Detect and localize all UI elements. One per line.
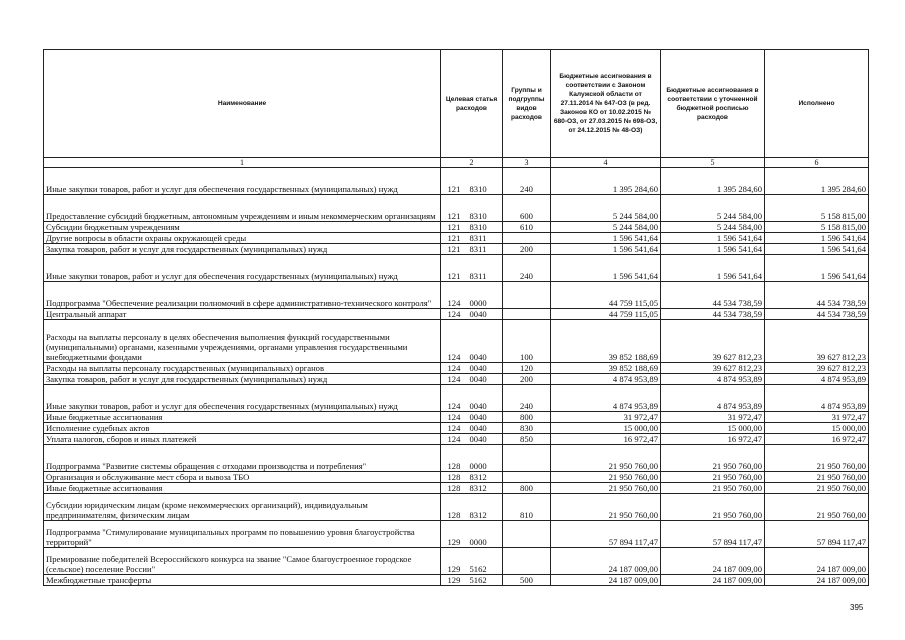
target-article-part2: 8310 — [469, 184, 487, 194]
table-row — [44, 385, 869, 412]
row-law-amount: 21 950 760,00 — [551, 445, 661, 472]
target-article-part2: 8310 — [469, 222, 487, 232]
target-article-part2: 8311 — [469, 233, 487, 243]
row-law-amount: 5 244 584,00 — [551, 222, 661, 233]
target-article-part2: 0040 — [469, 374, 487, 384]
row-list-amount: 1 596 541,64 — [661, 255, 765, 282]
row-target-article — [441, 244, 503, 255]
column-number: 3 — [503, 158, 551, 168]
table-row — [44, 168, 869, 195]
target-article-part1: 124 — [447, 363, 461, 373]
row-list-amount: 44 534 738,59 — [661, 282, 765, 309]
table-row — [44, 412, 869, 423]
row-law-amount: 39 852 188,69 — [551, 363, 661, 374]
row-list-amount: 21 950 760,00 — [661, 472, 765, 483]
row-name: Субсидии юридическим лицам (кроме некоммерческих организаций), индивидуальным предпринимателям, физическим лицам — [44, 494, 441, 521]
column-number: 5 — [661, 158, 765, 168]
target-article-part1: 124 — [447, 423, 461, 433]
target-article-part2: 0040 — [469, 412, 487, 422]
table-row — [44, 494, 869, 521]
row-target-article — [441, 434, 503, 445]
row-list-amount: 24 187 009,00 — [661, 575, 765, 586]
row-list-amount: 4 874 953,89 — [661, 385, 765, 412]
row-law-amount: 21 950 760,00 — [551, 494, 661, 521]
row-list-amount: 39 627 812,23 — [661, 363, 765, 374]
row-expense-group: 500 — [503, 575, 551, 586]
target-article-part2: 8312 — [469, 472, 487, 482]
row-target-article — [441, 233, 503, 244]
target-article-part2: 8311 — [469, 271, 487, 281]
row-expense-group: 810 — [503, 494, 551, 521]
target-article-part1: 121 — [447, 184, 461, 194]
row-name: Иные закупки товаров, работ и услуг для обеспечения государственных (муниципальных) нужд — [44, 168, 441, 195]
row-expense-group — [503, 521, 551, 548]
table-row — [44, 255, 869, 282]
row-executed-amount: 21 950 760,00 — [765, 445, 869, 472]
table-row — [44, 195, 869, 222]
row-name: Предоставление субсидий бюджетным, автономным учреждениям и иным некоммерческим организациям — [44, 195, 441, 222]
row-law-amount: 39 852 188,69 — [551, 320, 661, 363]
target-article-part1: 121 — [447, 233, 461, 243]
row-target-article — [441, 195, 503, 222]
row-name: Закупка товаров, работ и услуг для государственных (муниципальных) нужд — [44, 374, 441, 385]
row-list-amount: 1 596 541,64 — [661, 244, 765, 255]
target-article-part1: 129 — [447, 564, 461, 574]
row-target-article — [441, 494, 503, 521]
row-law-amount: 15 000,00 — [551, 423, 661, 434]
header-expense-groups: Группы и подгруппы видов расходов — [503, 50, 551, 158]
row-list-amount: 24 187 009,00 — [661, 548, 765, 575]
row-law-amount: 4 874 953,89 — [551, 385, 661, 412]
row-expense-group — [503, 233, 551, 244]
row-executed-amount: 5 158 815,00 — [765, 195, 869, 222]
target-article-part1: 121 — [447, 271, 461, 281]
page-number: 395 — [850, 603, 864, 612]
row-executed-amount: 1 596 541,64 — [765, 244, 869, 255]
row-expense-group: 120 — [503, 363, 551, 374]
row-law-amount: 57 894 117,47 — [551, 521, 661, 548]
row-executed-amount: 31 972,47 — [765, 412, 869, 423]
column-number: 4 — [551, 158, 661, 168]
target-article-part1: 124 — [447, 298, 461, 308]
row-name: Подпрограмма "Стимулирование муниципальных программ по повышению уровня благоустройства территорий" — [44, 521, 441, 548]
row-name: Закупка товаров, работ и услуг для государственных (муниципальных) нужд — [44, 244, 441, 255]
table-row — [44, 575, 869, 586]
table-row — [44, 483, 869, 494]
row-expense-group: 240 — [503, 385, 551, 412]
row-name: Подпрограмма "Развитие системы обращения с отходами производства и потребления" — [44, 445, 441, 472]
row-law-amount: 44 759 115,05 — [551, 282, 661, 309]
table-row — [44, 472, 869, 483]
row-executed-amount: 44 534 738,59 — [765, 309, 869, 320]
row-executed-amount: 1 596 541,64 — [765, 255, 869, 282]
row-expense-group: 200 — [503, 374, 551, 385]
row-executed-amount: 44 534 738,59 — [765, 282, 869, 309]
target-article-part1: 128 — [447, 472, 461, 482]
header-executed: Исполнено — [765, 50, 869, 158]
table-row — [44, 222, 869, 233]
row-target-article — [441, 255, 503, 282]
row-name: Иные закупки товаров, работ и услуг для обеспечения государственных (муниципальных) нужд — [44, 255, 441, 282]
row-target-article — [441, 374, 503, 385]
target-article-part1: 124 — [447, 374, 461, 384]
row-executed-amount: 1 395 284,60 — [765, 168, 869, 195]
target-article-part1: 128 — [447, 510, 461, 520]
row-list-amount: 1 596 541,64 — [661, 233, 765, 244]
row-name: Организация и обслуживание мест сбора и вывоза ТБО — [44, 472, 441, 483]
target-article-part1: 124 — [447, 412, 461, 422]
target-article-part2: 0040 — [469, 352, 487, 362]
row-name: Расходы на выплаты персоналу государственных (муниципальных) органов — [44, 363, 441, 374]
table-row — [44, 233, 869, 244]
row-executed-amount: 15 000,00 — [765, 423, 869, 434]
row-law-amount: 5 244 584,00 — [551, 195, 661, 222]
row-law-amount: 44 759 115,05 — [551, 309, 661, 320]
target-article-part1: 121 — [447, 244, 461, 254]
row-target-article — [441, 548, 503, 575]
header-list-allocations: Бюджетные ассигнования в соответствии с уточненной бюджетной росписью расходов — [661, 50, 765, 158]
row-list-amount: 15 000,00 — [661, 423, 765, 434]
row-expense-group: 240 — [503, 255, 551, 282]
row-expense-group — [503, 445, 551, 472]
row-target-article — [441, 282, 503, 309]
row-executed-amount: 4 874 953,89 — [765, 385, 869, 412]
target-article-part1: 129 — [447, 537, 461, 547]
header-row — [44, 50, 869, 158]
row-name: Межбюджетные трансферты — [44, 575, 441, 586]
target-article-part1: 121 — [447, 211, 461, 221]
row-name: Расходы на выплаты персоналу в целях обеспечения выполнения функций государственными (муниципальными) органами, казенными учреждениями, органами управления государственными внебюджетными фондами — [44, 320, 441, 363]
row-name: Субсидии бюджетным учреждениям — [44, 222, 441, 233]
row-executed-amount: 24 187 009,00 — [765, 548, 869, 575]
row-executed-amount: 39 627 812,23 — [765, 363, 869, 374]
target-article-part1: 128 — [447, 461, 461, 471]
row-target-article — [441, 412, 503, 423]
target-article-part2: 8311 — [469, 244, 487, 254]
row-name: Уплата налогов, сборов и иных платежей — [44, 434, 441, 445]
table-row — [44, 374, 869, 385]
row-list-amount: 21 950 760,00 — [661, 494, 765, 521]
row-target-article — [441, 168, 503, 195]
row-list-amount: 39 627 812,23 — [661, 320, 765, 363]
row-target-article — [441, 445, 503, 472]
target-article-part1: 124 — [447, 401, 461, 411]
row-list-amount: 1 395 284,60 — [661, 168, 765, 195]
row-law-amount: 1 596 541,64 — [551, 233, 661, 244]
row-expense-group: 610 — [503, 222, 551, 233]
target-article-part1: 128 — [447, 483, 461, 493]
row-executed-amount: 21 950 760,00 — [765, 472, 869, 483]
row-expense-group: 850 — [503, 434, 551, 445]
header-target-article: Целевая статья расходов — [441, 50, 503, 158]
table-row — [44, 282, 869, 309]
table-row — [44, 244, 869, 255]
row-law-amount: 21 950 760,00 — [551, 483, 661, 494]
row-law-amount: 21 950 760,00 — [551, 472, 661, 483]
table-row — [44, 423, 869, 434]
row-name: Подпрограмма "Обеспечение реализации полномочий в сфере административно-технического контроля" — [44, 282, 441, 309]
target-article-part2: 5162 — [469, 564, 487, 574]
row-list-amount: 5 244 584,00 — [661, 222, 765, 233]
target-article-part1: 124 — [447, 434, 461, 444]
row-law-amount: 31 972,47 — [551, 412, 661, 423]
row-executed-amount: 5 158 815,00 — [765, 222, 869, 233]
row-name: Исполнение судебных актов — [44, 423, 441, 434]
target-article-part1: 124 — [447, 309, 461, 319]
row-expense-group: 200 — [503, 244, 551, 255]
row-list-amount: 57 894 117,47 — [661, 521, 765, 548]
target-article-part2: 0000 — [469, 537, 487, 547]
table-row — [44, 320, 869, 363]
target-article-part1: 124 — [447, 352, 461, 362]
header-law-allocations: Бюджетные ассигнования в соответствии с Законом Калужской области от 27.11.2014 № 647-ОЗ (в ред. Законов КО от 10.02.2015 № 680-ОЗ, от 27.03.2015 № 698-ОЗ, от 24.12.2015 № 48-ОЗ) — [551, 50, 661, 158]
row-name: Центральный аппарат — [44, 309, 441, 320]
row-law-amount: 24 187 009,00 — [551, 548, 661, 575]
row-list-amount: 44 534 738,59 — [661, 309, 765, 320]
row-list-amount: 16 972,47 — [661, 434, 765, 445]
target-article-part1: 129 — [447, 575, 461, 585]
column-number: 6 — [765, 158, 869, 168]
row-expense-group: 240 — [503, 168, 551, 195]
row-executed-amount: 57 894 117,47 — [765, 521, 869, 548]
row-list-amount: 21 950 760,00 — [661, 483, 765, 494]
target-article-part2: 0040 — [469, 401, 487, 411]
row-name: Иные закупки товаров, работ и услуг для обеспечения государственных (муниципальных) нужд — [44, 385, 441, 412]
row-target-article — [441, 320, 503, 363]
row-expense-group: 830 — [503, 423, 551, 434]
row-executed-amount: 21 950 760,00 — [765, 494, 869, 521]
column-number: 2 — [441, 158, 503, 168]
target-article-part2: 0000 — [469, 298, 487, 308]
budget-table — [43, 49, 869, 586]
row-executed-amount: 24 187 009,00 — [765, 575, 869, 586]
row-target-article — [441, 483, 503, 494]
row-executed-amount: 21 950 760,00 — [765, 483, 869, 494]
table-row — [44, 309, 869, 320]
table-row — [44, 548, 869, 575]
target-article-part2: 8312 — [469, 483, 487, 493]
header-name: Наименование — [44, 50, 441, 158]
row-name: Другие вопросы в области охраны окружающей среды — [44, 233, 441, 244]
row-executed-amount: 39 627 812,23 — [765, 320, 869, 363]
row-list-amount: 4 874 953,89 — [661, 374, 765, 385]
row-expense-group: 800 — [503, 483, 551, 494]
target-article-part1: 121 — [447, 222, 461, 232]
row-law-amount: 24 187 009,00 — [551, 575, 661, 586]
row-list-amount: 31 972,47 — [661, 412, 765, 423]
row-law-amount: 1 395 284,60 — [551, 168, 661, 195]
table-row — [44, 434, 869, 445]
row-target-article — [441, 363, 503, 374]
row-target-article — [441, 575, 503, 586]
row-name: Иные бюджетные ассигнования — [44, 412, 441, 423]
table-row — [44, 445, 869, 472]
target-article-part2: 8312 — [469, 510, 487, 520]
row-executed-amount: 1 596 541,64 — [765, 233, 869, 244]
row-list-amount: 21 950 760,00 — [661, 445, 765, 472]
row-target-article — [441, 309, 503, 320]
row-executed-amount: 16 972,47 — [765, 434, 869, 445]
row-expense-group — [503, 548, 551, 575]
row-law-amount: 1 596 541,64 — [551, 244, 661, 255]
row-expense-group: 800 — [503, 412, 551, 423]
table-row — [44, 521, 869, 548]
column-number: 1 — [44, 158, 441, 168]
column-number-row — [44, 158, 869, 168]
budget-sheet — [43, 49, 869, 586]
row-expense-group: 600 — [503, 195, 551, 222]
target-article-part2: 0040 — [469, 434, 487, 444]
row-law-amount: 16 972,47 — [551, 434, 661, 445]
target-article-part2: 0040 — [469, 363, 487, 373]
row-target-article — [441, 472, 503, 483]
row-target-article — [441, 222, 503, 233]
target-article-part2: 0040 — [469, 309, 487, 319]
target-article-part2: 0040 — [469, 423, 487, 433]
row-target-article — [441, 385, 503, 412]
row-name: Премирование победителей Всероссийского конкурса на звание "Самое благоустроенное городское (сельское) поселение России" — [44, 548, 441, 575]
target-article-part2: 5162 — [469, 575, 487, 585]
table-row — [44, 363, 869, 374]
row-expense-group — [503, 309, 551, 320]
row-expense-group: 100 — [503, 320, 551, 363]
target-article-part2: 8310 — [469, 211, 487, 221]
row-name: Иные бюджетные ассигнования — [44, 483, 441, 494]
row-expense-group — [503, 282, 551, 309]
row-target-article — [441, 521, 503, 548]
row-list-amount: 5 244 584,00 — [661, 195, 765, 222]
row-expense-group — [503, 472, 551, 483]
row-law-amount: 1 596 541,64 — [551, 255, 661, 282]
target-article-part2: 0000 — [469, 461, 487, 471]
row-law-amount: 4 874 953,89 — [551, 374, 661, 385]
row-executed-amount: 4 874 953,89 — [765, 374, 869, 385]
row-target-article — [441, 423, 503, 434]
